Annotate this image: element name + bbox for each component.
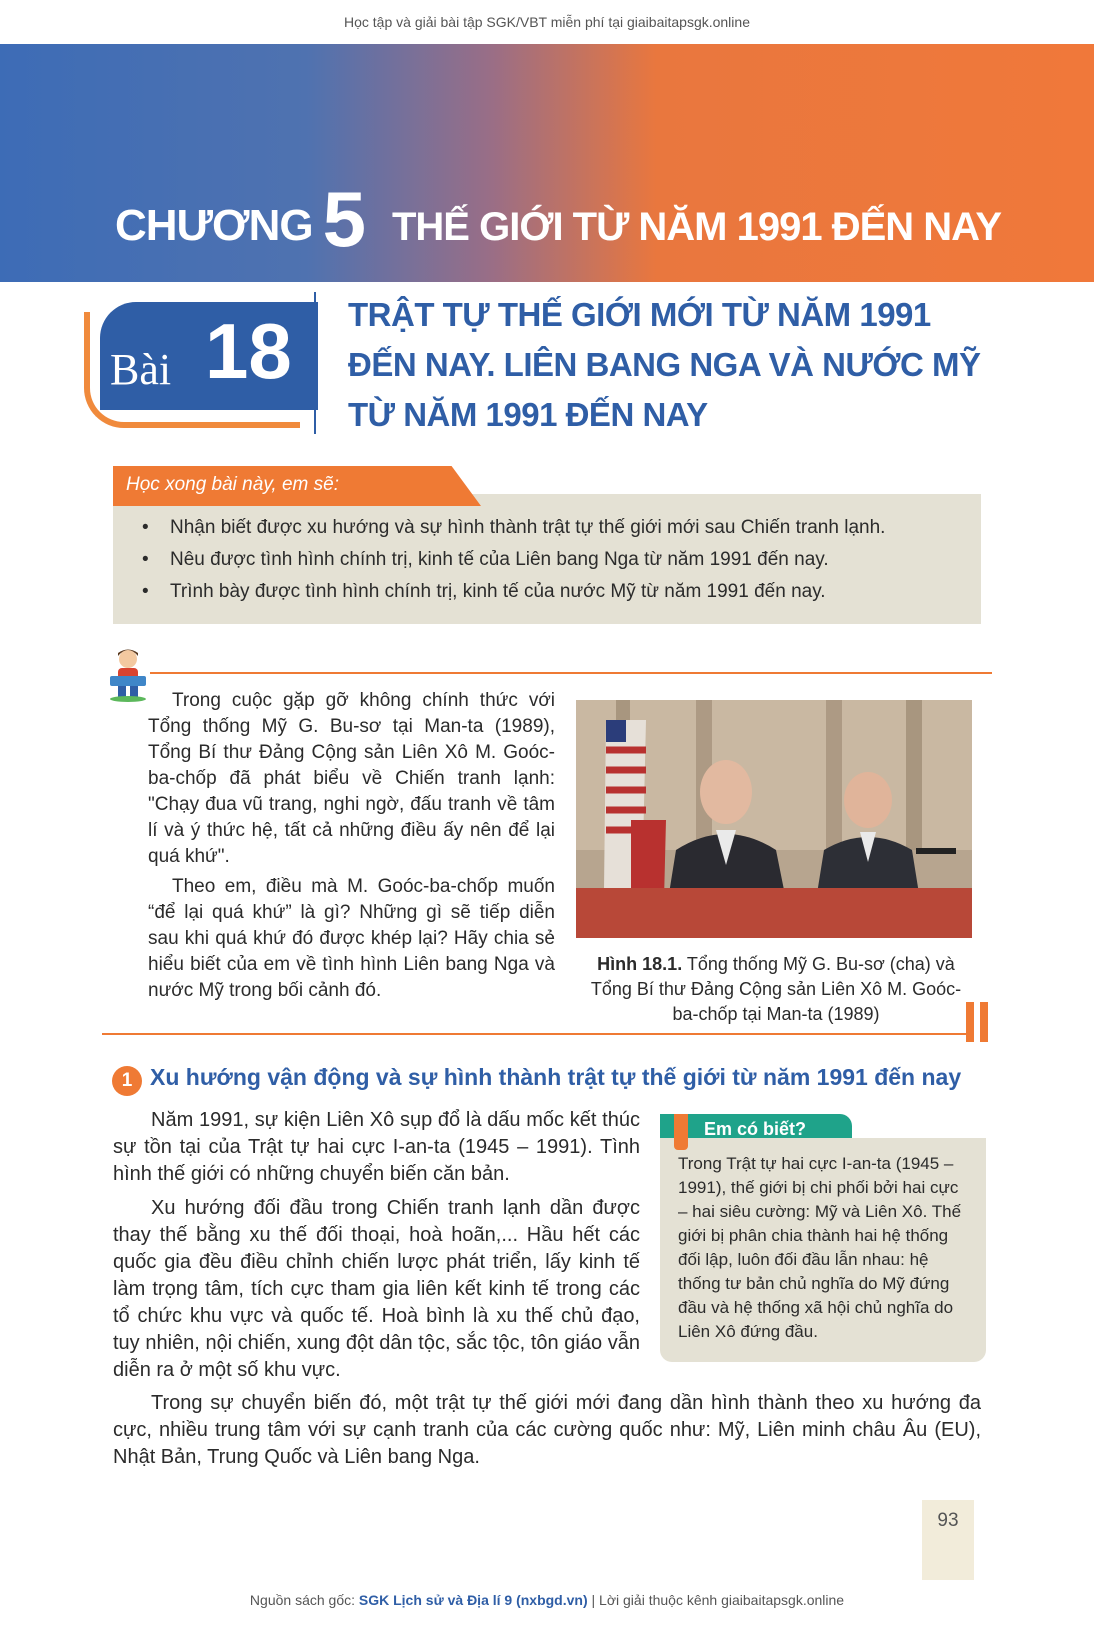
section-number-badge: 1 — [112, 1066, 142, 1096]
bookmark-icon — [674, 1114, 688, 1150]
did-you-know-text: Trong Trật tự hai cực I-an-ta (1945 – 1991), thế giới bị chi phối bởi hai cực – hai siêu cường: Mỹ và Liên Xô. Thế giới bị phân chia thành hai hệ thống đối lập, luôn đối đầu lẫn nhau: hệ thống tư bản chủ nghĩa do Mỹ đứng đầu và hệ thống xã hội chủ nghĩa do Liên Xô đứng đầu. — [678, 1154, 962, 1341]
page-number: 93 — [937, 1510, 959, 1531]
chapter-word: CHƯƠNG — [115, 201, 313, 250]
footer-prefix: Nguồn sách gốc: — [249, 1592, 359, 1608]
section-title: Xu hướng vận động và sự hình thành trật tự thế giới từ năm 1991 đến nay — [150, 1064, 962, 1090]
objectives-heading: Học xong bài này, em sẽ: — [126, 474, 339, 495]
summit-photo — [576, 700, 972, 938]
intro-top-rule — [150, 672, 992, 674]
did-you-know-heading: Em có biết? — [704, 1119, 807, 1139]
figure-caption-text: Tổng thống Mỹ G. Bu-sơ (cha) và Tổng Bí thư Đảng Cộng sản Liên Xô M. Goóc-ba-chốp tại Man-ta (1989) — [590, 954, 962, 1024]
objective-item: • Nhận biết được xu hướng và sự hình thành trật tự thế giới mới sau Chiến tranh lạnh. — [140, 512, 960, 544]
chapter-title: THẾ GIỚI TỪ NĂM 1991 ĐẾN NAY — [391, 205, 1002, 249]
lesson-word: Bài — [110, 345, 172, 394]
decor-bar — [980, 1002, 988, 1042]
student-reading-icon — [104, 646, 152, 702]
section-paragraph: Trong sự chuyển biến đó, một trật tự thế giới mới đang dần hình thành theo xu hướng đa cực, nhiều trung tâm với sự cạnh tranh của các cường quốc như: Mỹ, Liên minh châu Âu (EU), Nhật Bản, Trung Quốc và Liên bang Nga. — [113, 1392, 981, 1468]
footer-suffix: | Lời giải thuộc kênh giaibaitapsgk.online — [587, 1592, 845, 1608]
chapter-number: 5 — [322, 175, 366, 263]
objective-item: • Nêu được tình hình chính trị, kinh tế của Liên bang Nga từ năm 1991 đến nay. — [140, 544, 960, 576]
objectives-list — [140, 512, 960, 608]
footer-note — [0, 1592, 1094, 1608]
chapter-heading — [115, 168, 1002, 263]
lesson-number: 18 — [205, 307, 292, 395]
figure-caption — [580, 952, 972, 1027]
lesson-divider — [314, 292, 316, 434]
intro-paragraph: Trong cuộc gặp gỡ không chính thức với Tổng thống Mỹ G. Bu-sơ tại Man-ta (1989), Tổng Bí thư Đảng Cộng sản Liên Xô M. Goóc-ba-chốp đã phát biểu về Chiến tranh lạnh: "Chạy đua vũ trang, nghi ngờ, đấu tranh về tâm lí và ý thức hệ, tất cả những điều ấy nên để lại quá khứ". — [148, 690, 555, 867]
figure-label: Hình 18.1. — [597, 954, 683, 974]
lesson-title-line: ĐẾN NAY. LIÊN BANG NGA VÀ NƯỚC MỸ — [348, 346, 981, 383]
objective-item: • Trình bày được tình hình chính trị, kinh tế của nước Mỹ từ năm 1991 đến nay. — [140, 576, 960, 608]
header-note: Học tập và giải bài tập SGK/VBT miễn phí tại giaibaitapsgk.online — [344, 14, 750, 30]
footer-source-link[interactable]: SGK Lịch sử và Địa lí 9 (nxbgd.vn) — [358, 1592, 588, 1608]
intro-question: Theo em, điều mà M. Goóc-ba-chốp muốn “để lại quá khứ” là gì? Những gì sẽ tiếp diễn sau khi quá khứ đó được khép lại? Hãy chia sẻ hiểu biết của em về tình hình Liên bang Nga và nước Mỹ trong bối cảnh đó. — [148, 876, 555, 1001]
intro-bottom-rule — [102, 1033, 966, 1035]
lesson-title-line: TRẬT TỰ THẾ GIỚI MỚI TỪ NĂM 1991 — [348, 296, 931, 333]
decor-bar — [966, 1002, 974, 1042]
section-paragraph: Xu hướng đối đầu trong Chiến tranh lạnh dần được thay thế bằng xu thế đối thoại, hoà hoãn,... Hầu hết các quốc gia đều điều chỉnh chiến lược phát triển, lấy kinh tế làm trọng tâm, tích cực tham gia liên kết kinh tế trong các tổ chức khu vực và quốc tế. Hoà bình là xu thế chủ đạo, tuy nhiên, nội chiến, xung đột dân tộc, sắc tộc, tôn giáo vẫn diễn ra ở một số khu vực. — [113, 1197, 640, 1381]
section-paragraph: Năm 1991, sự kiện Liên Xô sụp đổ là dấu mốc kết thúc sự tồn tại của Trật tự hai cực I-an-ta (1945 – 1991). Tình hình thế giới có những chuyển biến căn bản. — [113, 1109, 640, 1185]
lesson-title-line: TỪ NĂM 1991 ĐẾN NAY — [348, 396, 708, 433]
lesson-title — [348, 290, 1028, 440]
